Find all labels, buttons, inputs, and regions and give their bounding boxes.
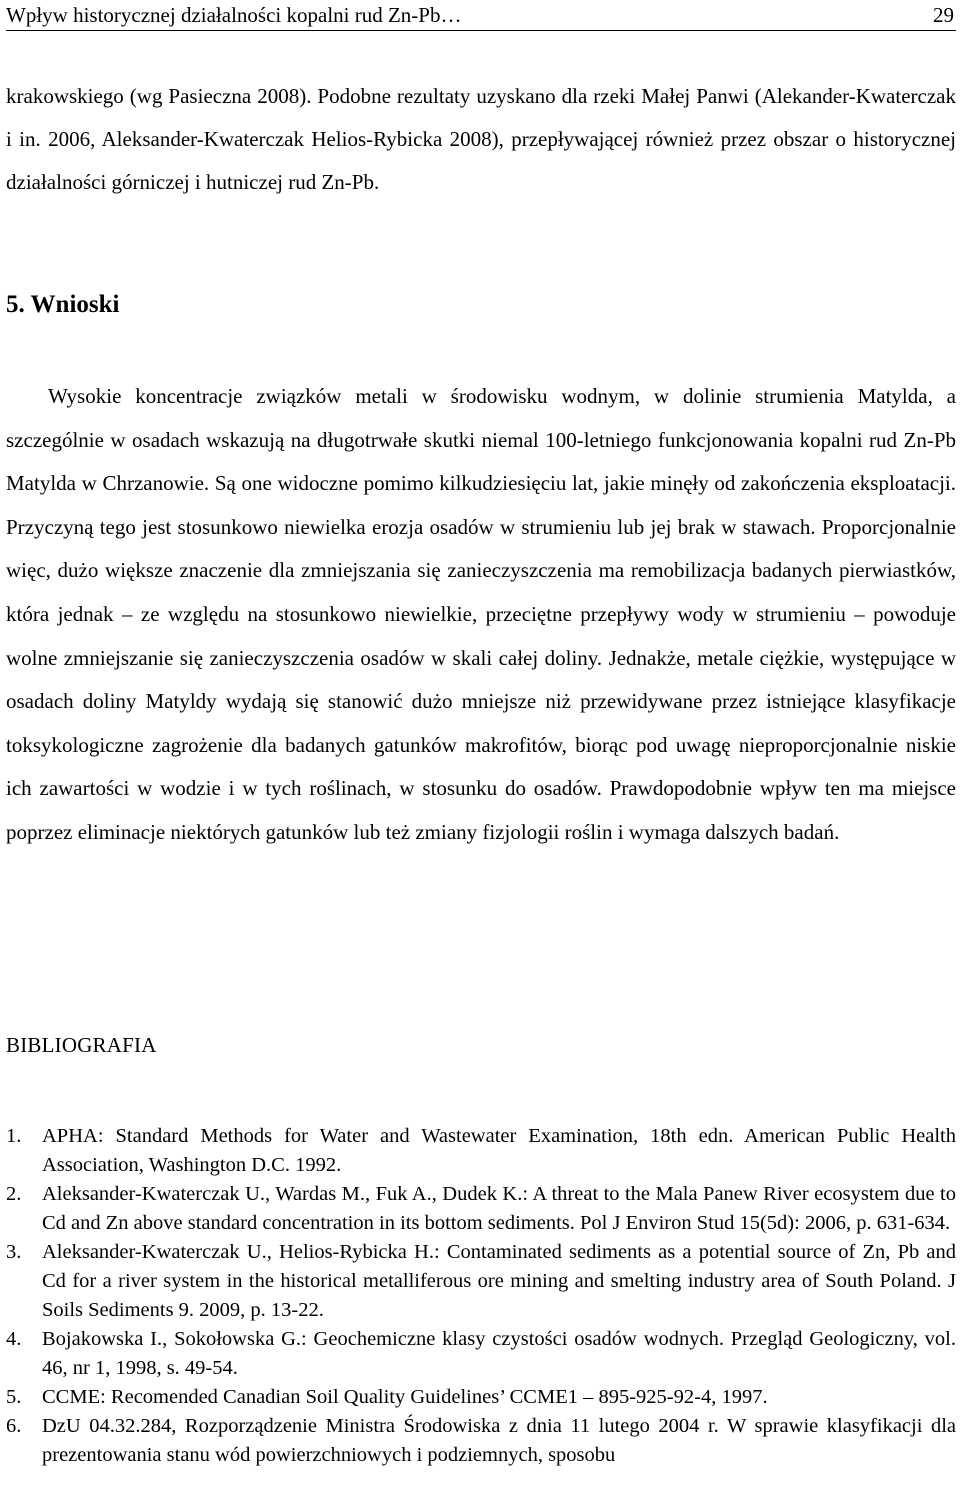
reference-item (6, 1180, 956, 1238)
intro-paragraph: krakowskiego (wg Pasieczna 2008). Podobne rezultaty uzyskano dla rzeki Małej Panwi (Alekander-Kwaterczak i in. 2006, Aleksander-Kwaterczak Helios-Rybicka 2008), przepływającej również przez obszar o historycznej działalności górniczej i hutniczej rud Zn-Pb. (6, 84, 956, 194)
reference-item (6, 1412, 956, 1470)
document-page (6, 0, 956, 1466)
reference-item (6, 1325, 956, 1383)
section-body-paragraph: Wysokie koncentracje związków metali w środowisku wodnym, w dolinie strumienia Matylda, a szczególnie w osadach wskazują na długotrwałe skutki niemal 100-letniego funkcjonowania kopalni rud Zn-Pb Matylda w Chrzanowie. Są one widoczne pomimo kilkudziesięciu lat, jakie minęły od zakończenia eksploatacji. Przyczyną tego jest stosunkowo niewielka erozja osadów w strumieniu lub jej brak w stawach. Proporcjonalnie więc, dużo większe znaczenie dla zmniejszania się zanieczyszczenia ma remobilizacja badanych pierwiastków, która jednak – ze względu na stosunkowo niewielkie, przeciętne przepływy wody w strumieniu – powoduje wolne zmniejszanie się zanieczyszczenia osadów w skali całej doliny. Jednakże, metale ciężkie, występujące w osadach doliny Matyldy wydają się stanowić dużo mniejsze niż przewidywane przez istniejące klasyfikacje toksykologiczne zagrożenie dla badanych gatunków makrofitów, biorąc pod uwagę nieproporcjonalnie niskie ich zawartości w wodzie i w tych roślinach, w stosunku do osadów. Prawdopodobnie wpływ ten ma miejsce poprzez eliminacje niektórych gatunków lub też zmiany fizjologii roślin i wymaga dalszych badań. (6, 384, 956, 844)
reference-list (6, 1122, 956, 1470)
reference-text: Aleksander-Kwaterczak U., Wardas M., Fuk A., Dudek K.: A threat to the Mala Panew River ecosystem due to Cd and Zn above standard concentration in its bottom sediments. Pol J Environ Stud 15(5d): 2006, p. 631-634. (42, 1183, 956, 1234)
reference-text: APHA: Standard Methods for Water and Wastewater Examination, 18th edn. American Public Health Association, Washington D.C. 1992. (42, 1125, 956, 1176)
reference-number: 5. (6, 1386, 22, 1408)
reference-number: 6. (6, 1415, 22, 1437)
running-header (6, 0, 956, 31)
reference-text: DzU 04.32.284, Rozporządzenie Ministra Środowiska z dnia 11 lutego 2004 r. W sprawie klasyfikacji dla prezentowania stanu wód powierzchniowych i podziemnych, sposobu (42, 1415, 956, 1466)
reference-text: Bojakowska I., Sokołowska G.: Geochemiczne klasy czystości osadów wodnych. Przegląd Geologiczny, vol. 46, nr 1, 1998, s. 49-54. (42, 1328, 956, 1379)
bibliography-heading: BIBLIOGRAFIA (6, 1033, 157, 1057)
reference-text: CCME: Recomended Canadian Soil Quality Guidelines’ CCME1 – 895-925-92-4, 1997. (42, 1386, 768, 1408)
reference-number: 1. (6, 1125, 22, 1147)
page-number: 29 (933, 3, 954, 27)
reference-number: 4. (6, 1328, 22, 1350)
reference-number: 3. (6, 1241, 22, 1263)
reference-text: Aleksander-Kwaterczak U., Helios-Rybicka H.: Contaminated sediments as a potential source of Zn, Pb and Cd for a river system in the historical metalliferous ore mining and smelting industry area of South Poland. J Soils Sediments 9. 2009, p. 13-22. (42, 1241, 956, 1321)
reference-item (6, 1238, 956, 1325)
reference-item (6, 1383, 956, 1412)
reference-item (6, 1122, 956, 1180)
running-title: Wpływ historycznej działalności kopalni rud Zn-Pb… (6, 3, 462, 27)
reference-number: 2. (6, 1183, 22, 1205)
section-heading: 5. Wnioski (6, 291, 120, 318)
